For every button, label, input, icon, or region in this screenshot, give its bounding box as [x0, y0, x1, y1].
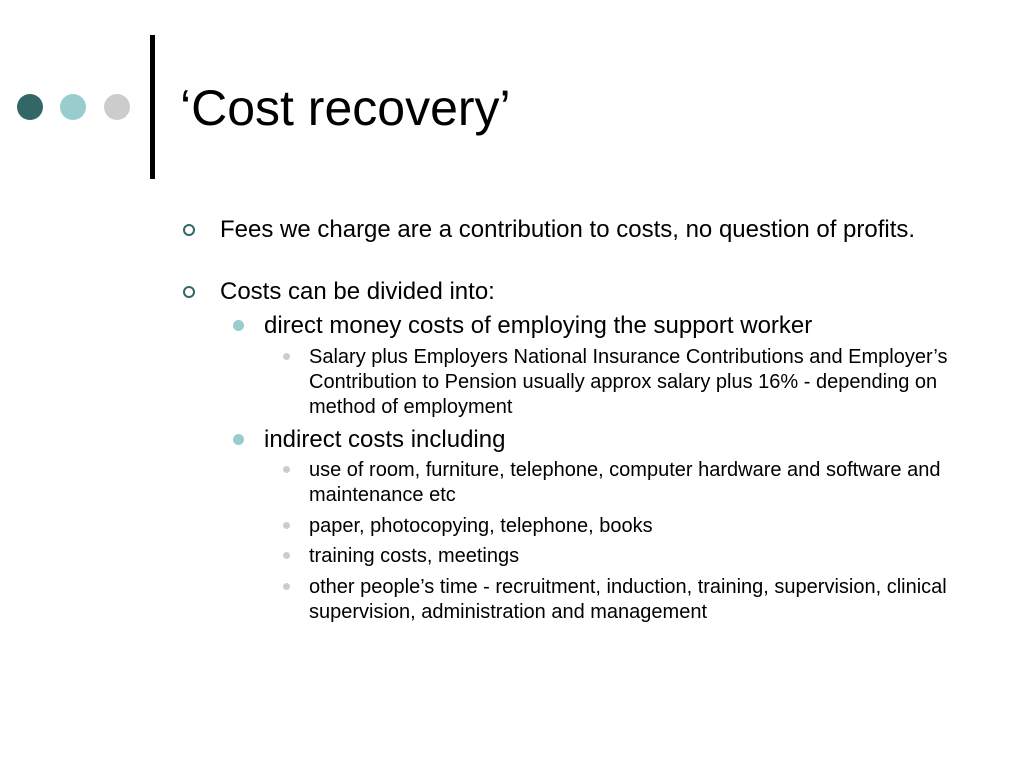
bullet-text: Salary plus Employers National Insurance Contributions and Employer’s Contribution to Pension usually approx salary plus 16% - depending on method of employment — [309, 346, 948, 418]
disc-bullet-icon — [233, 434, 244, 445]
bullet-text: Costs can be divided into: — [220, 278, 495, 305]
bullet-text: Fees we charge are a contribution to costs, no question of profits. — [220, 216, 916, 243]
disc-bullet-icon — [233, 320, 244, 331]
bullet-text: training costs, meetings — [309, 545, 520, 567]
bullet-text: indirect costs including — [264, 426, 506, 453]
small-dot-bullet-icon — [283, 583, 290, 590]
bullet-text: use of room, furniture, telephone, computer hardware and software and maintenance etc — [309, 459, 941, 506]
bullet-text: other people’s time - recruitment, induction, training, supervision, clinical supervision, administration and management — [309, 576, 947, 623]
bullet-text: direct money costs of employing the support worker — [264, 312, 813, 339]
ring-bullet-icon — [183, 286, 195, 298]
small-dot-bullet-icon — [283, 353, 290, 360]
small-dot-bullet-icon — [283, 466, 290, 473]
small-dot-bullet-icon — [283, 552, 290, 559]
ring-bullet-icon — [183, 224, 195, 236]
small-dot-bullet-icon — [283, 522, 290, 529]
slide-title: ‘Cost recovery’ — [180, 80, 511, 136]
bullet-text: paper, photocopying, telephone, books — [309, 515, 653, 537]
